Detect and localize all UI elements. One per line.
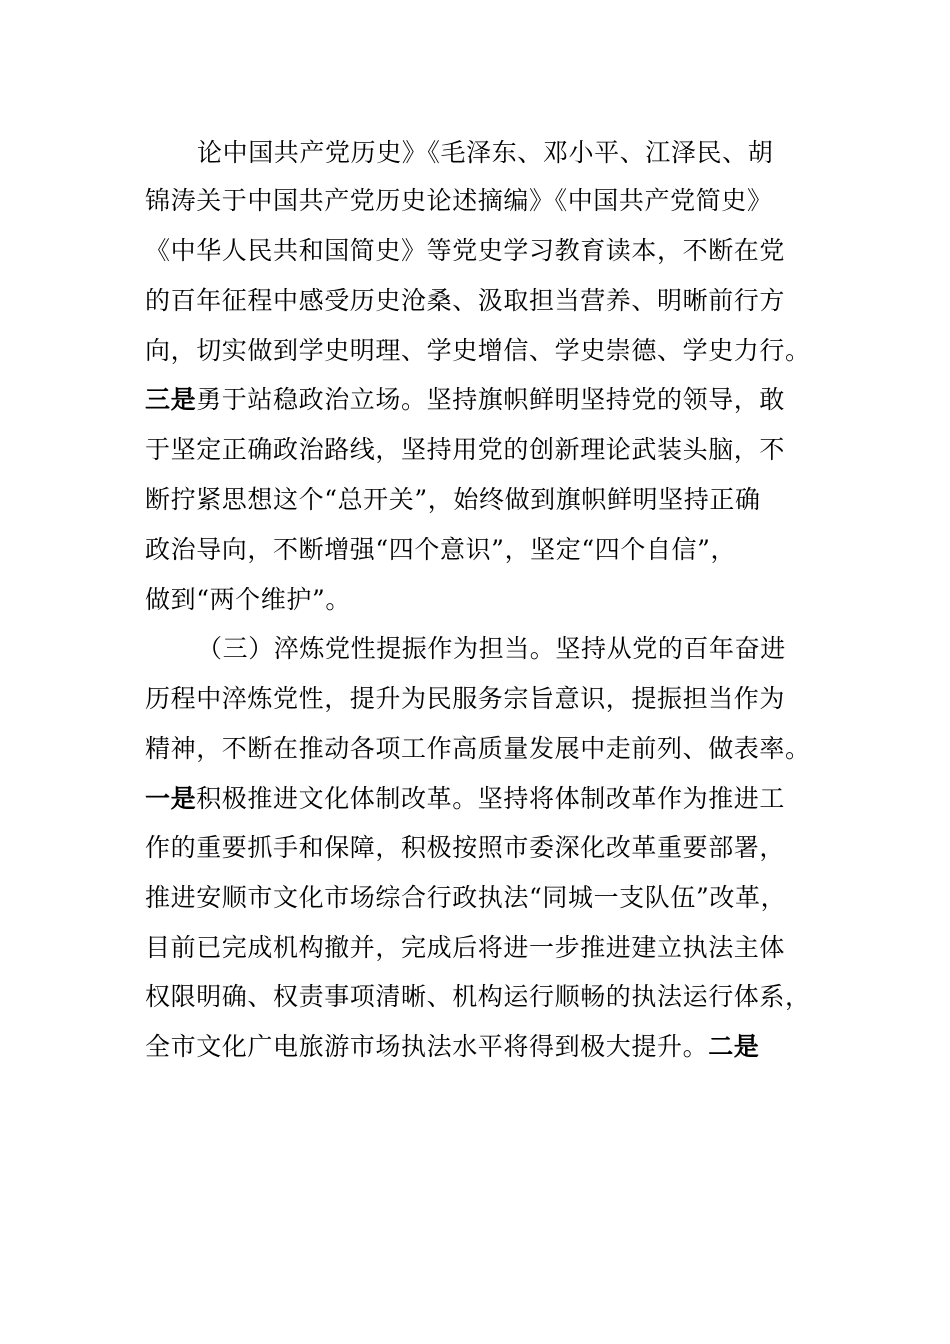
line-text: （三）淬炼党性提振作为担当。坚持从党的百年奋进 — [197, 634, 786, 663]
line-text: 的百年征程中感受历史沧桑、汲取担当营养、明晰前行方 — [145, 286, 786, 315]
line-text: 积极推进文化体制改革。坚持将体制改革作为推进工 — [196, 784, 786, 813]
paragraph-line-9 — [145, 530, 805, 570]
paragraph-line-4 — [145, 281, 805, 321]
bold-marker-yi-shi: 一是 — [145, 784, 197, 813]
line-text: 权限明确、权责事项清晰、机构运行顺畅的执法运行体系， — [145, 982, 811, 1011]
line-text: 推进安顺市文化市场综合行政执法“同城一支队伍”改革， — [145, 883, 787, 912]
paragraph-line-17 — [145, 928, 805, 968]
paragraph-line-3 — [145, 231, 805, 271]
line-text: 目前已完成机构撤并，完成后将进一步推进建立执法主体 — [145, 933, 786, 962]
line-text: 做到“两个维护”。 — [145, 585, 351, 614]
paragraph-line-7 — [145, 430, 805, 470]
paragraph-line-10 — [145, 580, 805, 620]
line-text: 锦涛关于中国共产党历史论述摘编》《中国共产党简史》 — [145, 186, 773, 215]
paragraph-line-6 — [145, 380, 805, 420]
line-text: 于坚定正确政治路线，坚持用党的创新理论武装头脑，不 — [145, 435, 786, 464]
paragraph-line-15 — [145, 828, 805, 868]
paragraph-line-14 — [145, 779, 805, 819]
paragraph-line-1 — [197, 133, 857, 173]
line-text: 政治导向，不断增强“四个意识”，坚定“四个自信”， — [145, 535, 737, 564]
paragraph-line-5 — [145, 331, 811, 371]
section-heading-line — [197, 629, 857, 669]
paragraph-line-18 — [145, 977, 811, 1017]
line-text: 勇于站稳政治立场。坚持旗帜鲜明坚持党的领导，敢 — [196, 385, 786, 414]
line-text: 历程中淬炼党性，提升为民服务宗旨意识，提振担当作为 — [145, 684, 786, 713]
line-text: 精神，不断在推动各项工作高质量发展中走前列、做表率。 — [145, 734, 811, 763]
paragraph-line-16 — [145, 878, 805, 918]
paragraph-line-8 — [145, 480, 805, 520]
line-text: 论中国共产党历史》《毛泽东、邓小平、江泽民、胡 — [197, 138, 774, 167]
line-text: 向，切实做到学史明理、学史增信、学史崇德、学史力行。 — [145, 336, 811, 365]
bold-marker-san-shi: 三是 — [145, 385, 197, 414]
line-text: 作的重要抓手和保障，积极按照市委深化改革重要部署， — [145, 833, 786, 862]
bold-marker-er-shi: 二是 — [708, 1032, 760, 1061]
paragraph-line-12 — [145, 679, 805, 719]
paragraph-line-13 — [145, 729, 811, 769]
paragraph-line-19 — [145, 1027, 805, 1067]
line-text: 《中华人民共和国简史》等党史学习教育读本，不断在党 — [145, 236, 786, 265]
line-text: 全市文化广电旅游市场执法水平将得到极大提升。 — [145, 1032, 709, 1061]
paragraph-line-2 — [145, 181, 805, 221]
line-text: 断拧紧思想这个“总开关”，始终做到旗帜鲜明坚持正确 — [145, 485, 761, 514]
